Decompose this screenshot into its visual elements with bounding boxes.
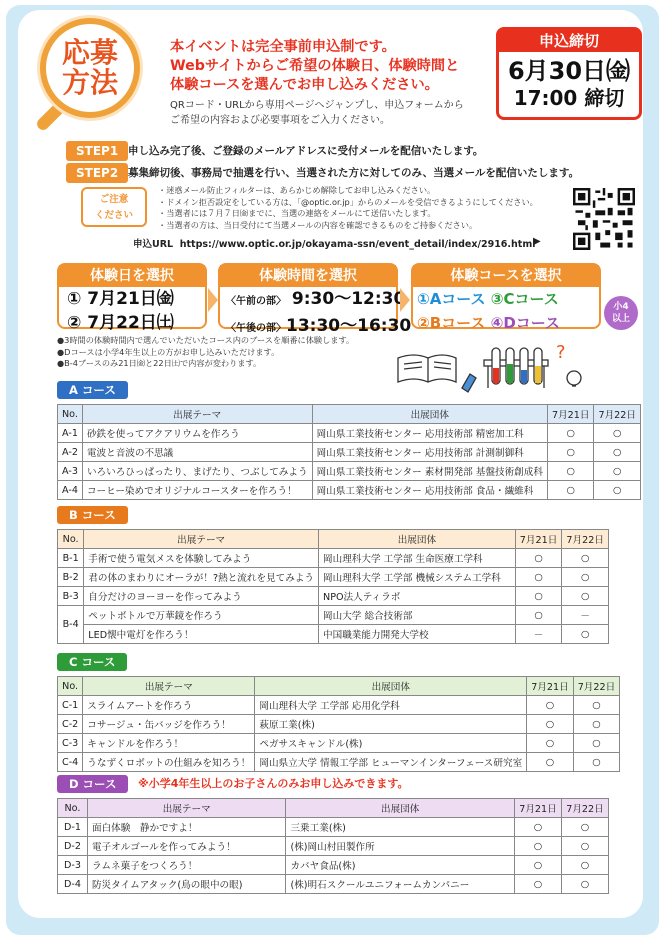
- table-row: [58, 481, 641, 500]
- table-cell: ペットボトルで万華鏡を作ろう: [84, 606, 319, 625]
- table-cell: －: [515, 625, 562, 644]
- table-cell: ペガサスキャンドル(株): [255, 734, 527, 753]
- day-option: ② 7月22日㈯: [67, 313, 174, 333]
- course-table: [57, 404, 641, 500]
- course-label: A コース: [57, 381, 128, 399]
- deadline-box: [496, 27, 642, 120]
- bullet-notes: ●3時間の体験時間内で選んでいただいたコース内のブースを順番に体験します。 ●Dコースは小学4年生以上の方がお申し込みいただけます。 ●B-4ブースのみ21日㈮と22日㈯で内容が変わります。: [57, 335, 355, 368]
- note-item: ・当選者には７月７日㈮までに、当選の連絡をメールにて送信いたします。: [158, 208, 436, 218]
- table-cell: うなずくロボットの仕組みを知ろう！: [83, 753, 255, 772]
- caution-box: ご注意 ください: [81, 187, 147, 227]
- course-table: [57, 529, 609, 644]
- table-cell: 岡山県工業技術センター 応用技術部 精密加工科: [312, 424, 547, 443]
- table-row: [58, 715, 620, 734]
- table-cell: ○: [594, 443, 641, 462]
- table-cell: ○: [514, 875, 561, 894]
- table-cell: ○: [547, 424, 594, 443]
- table-cell: ○: [527, 734, 574, 753]
- table-cell: C-1: [58, 696, 83, 715]
- table-cell: 面白体験 静かですよ！: [87, 818, 286, 837]
- table-row: [58, 753, 620, 772]
- column-header: 出展テーマ: [84, 530, 319, 549]
- table-cell: C-4: [58, 753, 83, 772]
- note-item: ・迷惑メール防止フィルターは、あらかじめ解除してお申し込みください。: [158, 185, 436, 195]
- column-header: 出展テーマ: [82, 405, 312, 424]
- arrow-right-icon: [400, 288, 410, 312]
- table-cell: ○: [573, 753, 620, 772]
- table-cell: D-1: [58, 818, 88, 837]
- table-cell: ○: [514, 837, 561, 856]
- table-row: [58, 625, 609, 644]
- column-header: No.: [58, 677, 83, 696]
- table-cell: ○: [527, 715, 574, 734]
- note-item: ・当選者の方は、当日受付にて当選メールの内容を確認できるものをご持参ください。: [158, 219, 478, 230]
- table-cell: ○: [562, 549, 609, 568]
- table-cell: 手術で使う電気メスを体験してみよう: [84, 549, 319, 568]
- column-header: 出展テーマ: [83, 677, 255, 696]
- step2-text: 募集締切後、事務局で抽選を行い、当選された方に対してのみ、当選メールを配信いたします。: [128, 167, 580, 179]
- step1-label: STEP1: [66, 141, 128, 161]
- column-header: No.: [58, 530, 84, 549]
- course-label: B コース: [57, 506, 128, 524]
- table-cell: C-3: [58, 734, 83, 753]
- table-cell: ○: [527, 753, 574, 772]
- table-cell: A-3: [58, 462, 83, 481]
- table-cell: ○: [573, 734, 620, 753]
- headline: 本イベントは完全事前申込制です。 Webサイトからご希望の体験日、体験時間と 体験コースを選んでお申し込みください。: [170, 39, 460, 93]
- day-select-box: [57, 263, 207, 333]
- table-row: [58, 606, 609, 625]
- column-header: No.: [58, 405, 83, 424]
- table-cell: ○: [562, 568, 609, 587]
- table-cell: －: [562, 606, 609, 625]
- step1-text: 申し込み完了後、ご登録のメールアドレスに受付メールを配信いたします。: [128, 145, 484, 157]
- table-cell: ○: [573, 715, 620, 734]
- table-cell: A-1: [58, 424, 83, 443]
- time-option: 〈午後の部〉13:30〜16:30: [226, 316, 412, 336]
- course-select-title: 体験コースを選択: [413, 265, 599, 287]
- column-header: 7月21日: [527, 677, 574, 696]
- table-cell: ○: [561, 818, 608, 837]
- arrow-right-icon: [208, 288, 218, 312]
- time-select-title: 体験時間を選択: [220, 265, 396, 287]
- table-cell: D-4: [58, 875, 88, 894]
- column-header: 7月22日: [561, 799, 608, 818]
- table-cell: 萩原工業(株): [255, 715, 527, 734]
- table-cell: ○: [562, 625, 609, 644]
- column-header: 出展団体: [319, 530, 516, 549]
- table-cell: NPO法人ティラボ: [319, 587, 516, 606]
- table-cell: ○: [515, 606, 562, 625]
- table-cell: 岡山県工業技術センター 応用技術部 計測制御科: [312, 443, 547, 462]
- table-cell: (株)岡山村田製作所: [286, 837, 515, 856]
- table-header-row: [58, 530, 609, 549]
- table-cell: コーヒー染めでオリジナルコースターを作ろう！: [82, 481, 312, 500]
- svg-text:?: ?: [556, 342, 566, 363]
- table-row: [58, 462, 641, 481]
- table-cell: 岡山県立大学 情報工学部 ヒューマンインターフェース研究室: [255, 753, 527, 772]
- table-cell: 砂鉄を使ってアクアリウムを作ろう: [82, 424, 312, 443]
- table-row: [58, 734, 620, 753]
- table-header-row: [58, 799, 609, 818]
- column-header: 出展テーマ: [87, 799, 286, 818]
- table-cell: B-3: [58, 587, 84, 606]
- table-row: [58, 587, 609, 606]
- column-header: 7月22日: [594, 405, 641, 424]
- table-cell: ○: [561, 837, 608, 856]
- table-row: [58, 568, 609, 587]
- column-header: 7月21日: [515, 530, 562, 549]
- table-cell: ○: [594, 424, 641, 443]
- table-cell: A-4: [58, 481, 83, 500]
- table-cell: ○: [515, 568, 562, 587]
- column-header: 7月22日: [562, 530, 609, 549]
- step2-label: STEP2: [66, 163, 128, 183]
- column-header: 出展団体: [255, 677, 527, 696]
- badge-title: 応募方法: [61, 36, 118, 99]
- table-cell: (株)明石スクールユニフォームカンパニー: [286, 875, 515, 894]
- time-option: 〈午前の部〉 9:30〜12:30: [226, 289, 406, 309]
- course-select-box: [411, 263, 601, 332]
- course-table: [57, 676, 620, 772]
- age-tag: 小4 以上: [604, 296, 638, 330]
- table-cell: ○: [514, 818, 561, 837]
- table-row: [58, 856, 609, 875]
- table-row: [58, 443, 641, 462]
- science-illustration-icon: [396, 338, 586, 392]
- table-cell: ○: [594, 481, 641, 500]
- table-cell: ○: [561, 875, 608, 894]
- note-item: ・ドメイン拒否設定をしている方は、「@optic.or.jp」からのメールを受信できるようにしてください。: [158, 196, 538, 207]
- table-cell: カバヤ食品(株): [286, 856, 515, 875]
- table-cell: 岡山理科大学 工学部 生命医療工学科: [319, 549, 516, 568]
- course-option-row: ②Bコース ④Dコース: [417, 314, 561, 332]
- table-cell: 君の体のまわりにオーラが！?熱と流れを見てみよう: [84, 568, 319, 587]
- qr-code-icon[interactable]: [573, 188, 635, 250]
- table-cell: ○: [561, 856, 608, 875]
- table-row: [58, 875, 609, 894]
- course-label: C コース: [57, 653, 127, 671]
- table-header-row: [58, 677, 620, 696]
- table-cell: B-2: [58, 568, 84, 587]
- table-cell: ○: [515, 549, 562, 568]
- instruction-text: QRコード・URLから専用ページへジャンプし、申込フォームから ご希望の内容および必要事項をご入力ください。: [170, 100, 464, 126]
- table-cell: ○: [547, 443, 594, 462]
- column-header: 7月21日: [547, 405, 594, 424]
- table-cell: 岡山県工業技術センター 素材開発部 基盤技術創成科: [312, 462, 547, 481]
- table-cell: C-2: [58, 715, 83, 734]
- table-cell: ○: [594, 462, 641, 481]
- table-cell: 電波と音波の不思議: [82, 443, 312, 462]
- table-cell: 電子オルゴールを作ってみよう！: [87, 837, 286, 856]
- table-cell: A-2: [58, 443, 83, 462]
- day-option: ① 7月21日㈮: [67, 289, 174, 309]
- table-cell: 岡山理科大学 工学部 機械システム工学科: [319, 568, 516, 587]
- column-header: 出展団体: [312, 405, 547, 424]
- table-cell: B-1: [58, 549, 84, 568]
- table-cell: 防災タイムアタック(鳥の眼中の眼): [87, 875, 286, 894]
- deadline-label: 申込締切: [499, 30, 639, 52]
- table-cell: コサージュ・缶バッジを作ろう！: [83, 715, 255, 734]
- course-option-row: ①Aコース ③Cコース: [417, 290, 559, 308]
- table-cell: キャンドルを作ろう！: [83, 734, 255, 753]
- notes-list: [158, 185, 548, 231]
- day-select-title: 体験日を選択: [59, 265, 205, 287]
- table-cell: LED懐中電灯を作ろう！: [84, 625, 319, 644]
- table-cell: ○: [547, 462, 594, 481]
- url-link[interactable]: https://www.optic.or.jp/okayama-ssn/event_detail/index/2916.html: [179, 239, 536, 250]
- time-select-box: [218, 263, 412, 336]
- table-cell: いろいろひっぱったり、まげたり、つぶしてみよう: [82, 462, 312, 481]
- table-cell: 三乗工業(株): [286, 818, 515, 837]
- table-cell: ○: [514, 856, 561, 875]
- table-cell: ○: [547, 481, 594, 500]
- column-header: 出展団体: [286, 799, 515, 818]
- table-cell: ○: [515, 587, 562, 606]
- deadline-time: 17:00 締切: [513, 86, 625, 110]
- table-row: [58, 837, 609, 856]
- table-header-row: [58, 405, 641, 424]
- course-note: ※小学4年生以上のお子さんのみお申し込みできます。: [138, 777, 409, 790]
- table-cell: D-2: [58, 837, 88, 856]
- table-row: [58, 549, 609, 568]
- table-cell: ○: [573, 696, 620, 715]
- table-cell: スライムアートを作ろう: [83, 696, 255, 715]
- table-cell: 自分だけのヨーヨーを作ってみよう: [84, 587, 319, 606]
- url-label: 申込URL: [133, 239, 174, 250]
- table-row: [58, 424, 641, 443]
- table-row: [58, 696, 620, 715]
- course-table: [57, 798, 609, 894]
- apply-url[interactable]: [133, 236, 536, 250]
- table-cell: ラムネ菓子をつくろう！: [87, 856, 286, 875]
- deadline-date: 6月30日㈮: [507, 57, 631, 85]
- arrow-right-icon: ▶: [533, 236, 541, 247]
- table-cell: 岡山大学 総合技術部: [319, 606, 516, 625]
- column-header: 7月21日: [514, 799, 561, 818]
- table-cell: ○: [562, 587, 609, 606]
- table-cell: 中国職業能力開発大学校: [319, 625, 516, 644]
- table-cell: B-4: [58, 606, 84, 644]
- table-cell: 岡山理科大学 工学部 応用化学科: [255, 696, 527, 715]
- column-header: No.: [58, 799, 88, 818]
- table-cell: 岡山県工業技術センター 応用技術部 食品・繊維科: [312, 481, 547, 500]
- table-row: [58, 818, 609, 837]
- table-cell: D-3: [58, 856, 88, 875]
- column-header: 7月22日: [573, 677, 620, 696]
- course-label: D コース: [57, 775, 128, 793]
- table-cell: ○: [527, 696, 574, 715]
